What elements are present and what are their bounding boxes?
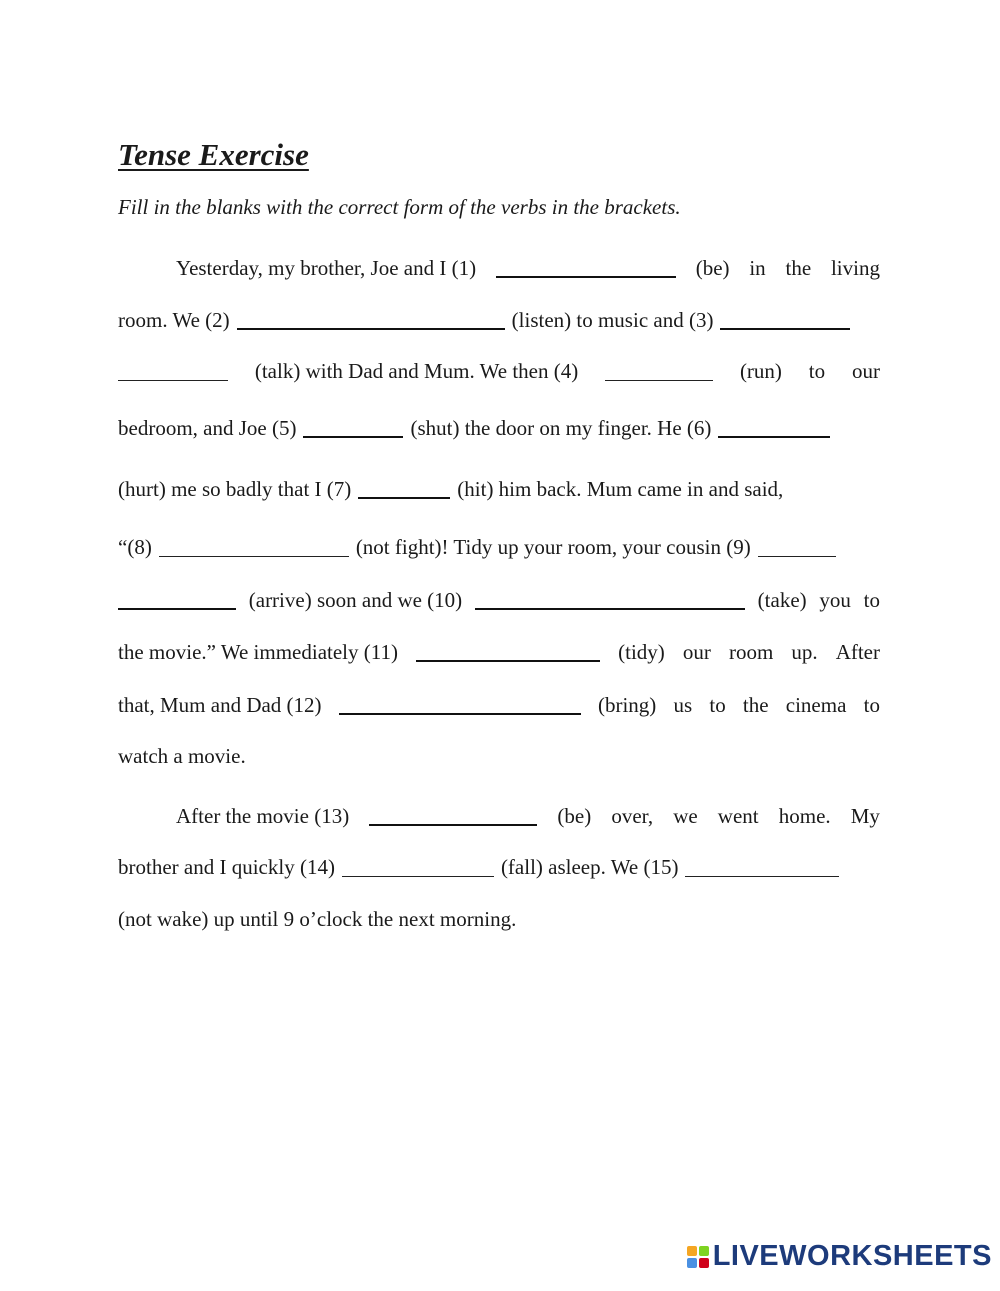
text-segment: room. We (2)	[118, 308, 230, 332]
text-segment: went	[717, 804, 759, 828]
text-segment: brother and I quickly (14)	[118, 855, 335, 879]
text-segment: “(8)	[118, 535, 152, 559]
blank-5[interactable]	[303, 416, 403, 438]
text-segment: that, Mum and Dad (12)	[118, 693, 322, 717]
text-segment: we	[673, 804, 698, 828]
text-segment: (shut) the door on my finger. He (6)	[410, 416, 712, 440]
text-segment: the	[785, 256, 812, 280]
text-segment: (hit) him back. Mum came in and said,	[457, 477, 784, 501]
blank-10[interactable]	[475, 588, 745, 610]
text-segment: After the movie (13)	[176, 804, 350, 828]
text-segment: (not wake) up until 9 o’clock the next morning.	[118, 907, 517, 931]
blank-3-end[interactable]	[118, 360, 228, 381]
text-segment: us	[673, 693, 693, 717]
blank-6[interactable]	[718, 416, 830, 438]
text-segment: in	[749, 256, 766, 280]
text-segment: to	[863, 693, 880, 717]
text-line-9	[118, 690, 880, 719]
text-segment: cinema	[785, 693, 847, 717]
blank-9-start[interactable]	[758, 536, 836, 557]
text-segment: (bring)	[597, 693, 657, 717]
text-segment: you	[819, 588, 851, 612]
text-segment: the	[742, 693, 769, 717]
text-segment: (tidy)	[618, 640, 665, 664]
text-segment: (arrive) soon and we (10)	[248, 588, 463, 612]
text-line-2	[118, 305, 880, 334]
text-segment: (be)	[695, 256, 730, 280]
text-segment: (take)	[757, 588, 807, 612]
worksheet-title: Tense Exercise	[118, 137, 309, 172]
text-segment: watch a movie.	[118, 744, 246, 768]
text-segment: the movie.” We immediately (11)	[118, 640, 398, 664]
text-segment: (not fight)! Tidy up your room, your cousin (9)	[355, 535, 751, 559]
text-segment: My	[850, 804, 880, 828]
text-segment: (talk) with Dad and Mum. We then (4)	[254, 359, 579, 383]
text-line-10	[118, 742, 880, 770]
text-line-1	[118, 253, 880, 282]
blank-1[interactable]	[496, 256, 676, 278]
text-segment: our	[851, 359, 880, 383]
blank-15[interactable]	[685, 856, 839, 877]
text-segment: (listen) to music and (3)	[511, 308, 714, 332]
blank-4[interactable]	[605, 360, 713, 381]
blank-9-end[interactable]	[118, 588, 236, 610]
logo-text: LIVEWORKSHEETS	[712, 1240, 992, 1272]
text-segment: (fall) asleep. We (15)	[500, 855, 679, 879]
blank-12[interactable]	[339, 693, 581, 715]
logo-mark-icon	[687, 1246, 709, 1268]
text-line-12	[118, 853, 880, 881]
text-segment: (hurt) me so badly that I (7)	[118, 477, 352, 501]
text-segment: After	[835, 640, 880, 664]
text-segment: over,	[611, 804, 654, 828]
blank-8[interactable]	[159, 536, 349, 557]
blank-7[interactable]	[358, 477, 450, 499]
blank-13[interactable]	[369, 804, 537, 826]
text-line-6	[118, 533, 880, 561]
blank-3-start[interactable]	[720, 308, 850, 330]
text-line-5	[118, 474, 880, 503]
text-segment: room	[728, 640, 774, 664]
blank-2[interactable]	[237, 308, 505, 330]
text-segment: (be)	[557, 804, 592, 828]
text-line-13	[118, 905, 880, 933]
liveworksheets-logo	[687, 1240, 992, 1273]
text-segment: (run)	[739, 359, 782, 383]
instructions: Fill in the blanks with the correct form of the verbs in the brackets.	[118, 195, 681, 219]
text-segment: up.	[791, 640, 818, 664]
text-segment: Yesterday, my brother, Joe and I (1)	[176, 256, 477, 280]
text-line-4	[118, 413, 880, 442]
text-line-7	[118, 585, 880, 614]
text-segment: bedroom, and Joe (5)	[118, 416, 297, 440]
blank-14[interactable]	[342, 856, 494, 877]
text-line-8	[118, 637, 880, 666]
text-segment: living	[830, 256, 880, 280]
text-segment: our	[682, 640, 711, 664]
text-line-11	[118, 801, 880, 830]
text-segment: to	[709, 693, 726, 717]
text-segment: to	[808, 359, 826, 383]
text-segment: home.	[778, 804, 831, 828]
blank-11[interactable]	[416, 640, 600, 662]
text-line-3	[118, 357, 880, 385]
text-segment: to	[863, 588, 880, 612]
